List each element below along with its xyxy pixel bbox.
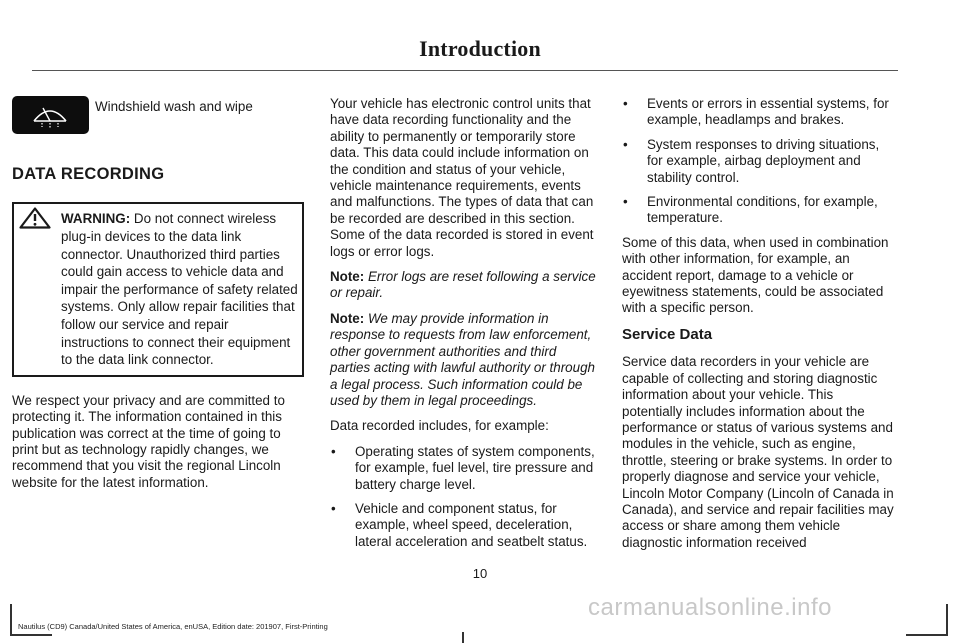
warning-triangle-icon bbox=[19, 207, 51, 229]
crop-mark bbox=[10, 604, 12, 636]
note-label: Note: bbox=[330, 269, 365, 285]
footer-edition-text: Nautilus (CD9) Canada/United States of America, enUSA, Edition date: 201907, First-Printing bbox=[18, 622, 328, 631]
data-recorded-list-continued bbox=[622, 96, 897, 227]
crop-mark bbox=[10, 634, 52, 636]
privacy-paragraph: We respect your privacy and are committed to protecting it. The information contained in this publication was correct at the time of going to print but as technology rapidly changes, we recommend that you visit the regional Lincoln website for the latest information. bbox=[12, 392, 285, 490]
note-text: We may provide information in response to requests from law enforcement, other government authorities and third parties acting with lawful authority or through a legal process. Such information could be used by them in legal proceedings. bbox=[330, 310, 595, 408]
column-2 bbox=[330, 96, 600, 558]
note-error-logs bbox=[330, 269, 600, 302]
note-text: Error logs are reset following a service or repair. bbox=[330, 269, 596, 301]
list-item-text: Environmental conditions, for example, temperature. bbox=[647, 194, 878, 226]
data-recorded-list bbox=[330, 444, 600, 550]
page-number: 10 bbox=[472, 566, 488, 581]
list-item bbox=[330, 501, 600, 550]
windshield-wash-wipe-icon bbox=[12, 96, 89, 134]
list-item bbox=[330, 444, 600, 493]
bullet-marker: • bbox=[331, 443, 336, 459]
watermark: carmanualsonline.info bbox=[588, 594, 832, 621]
page-header-title: Introduction bbox=[419, 36, 541, 61]
service-data-paragraph: Service data recorders in your vehicle are capable of collecting and storing diagnostic information about your vehicle. This potentially includes information about the performance or status of various systems and modules in the vehicle, such as engine, throttle, steering or brake systems. In order to properly diagnose and service your vehicle, Lincoln Motor Company (Lincoln of Canada in Canada), and service and repair facilities may access or share among them vehicle diagnostic information received bbox=[622, 354, 894, 550]
subsection-title: Service Data bbox=[622, 325, 713, 343]
list-item bbox=[622, 96, 897, 129]
warning-text-block bbox=[17, 210, 298, 368]
bullet-marker: • bbox=[331, 500, 336, 516]
list-item bbox=[622, 194, 897, 227]
list-intro: Data recorded includes, for example: bbox=[330, 418, 549, 434]
bullet-marker: • bbox=[623, 96, 628, 111]
note-label: Note: bbox=[330, 310, 365, 326]
list-item-text: Vehicle and component status, for example, wheel speed, deceleration, lateral acceleration and seatbelt status. bbox=[355, 500, 588, 549]
bullet-marker: • bbox=[623, 136, 628, 152]
header-divider bbox=[32, 70, 898, 71]
section-title: DATA RECORDING bbox=[12, 165, 165, 183]
warning-text: Do not connect wireless plug-in devices to the data link connector. Unauthorized third parties could gain access to vehicle data and impair the performance of safety related systems. Only allow repair facilities that follow our service and repair instructions to connect their equipment to the data link connector. bbox=[61, 211, 298, 368]
warning-box bbox=[12, 202, 304, 376]
list-item-text: System responses to driving situations, for example, airbag deployment and stability control. bbox=[647, 136, 880, 185]
list-item-text: Operating states of system components, for example, fuel level, tire pressure and battery charge level. bbox=[355, 443, 595, 492]
list-item bbox=[622, 137, 897, 186]
list-item-text: Events or errors in essential systems, for example, headlamps and brakes. bbox=[647, 96, 889, 128]
column-1 bbox=[12, 96, 304, 500]
warning-label: WARNING: bbox=[61, 211, 131, 227]
crop-mark bbox=[462, 632, 464, 643]
electronic-units-paragraph: Your vehicle has electronic control units that have data recording functionality and the ability to permanently or temporarily store data. This data could include information on the condition and status of your vehicle, vehicle maintenance requirements, events and malfunctions. The types of data that can be recorded are described in this section. Some of the data recorded is stored in event logs or error logs. bbox=[330, 96, 594, 259]
bullet-marker: • bbox=[623, 194, 628, 210]
combination-paragraph: Some of this data, when used in combination with other information, for example, an accident report, damage to a vehicle or eyewitness statements, could be associated with a specific person. bbox=[622, 234, 889, 316]
column-3 bbox=[622, 96, 897, 560]
crop-mark bbox=[906, 634, 948, 636]
icon-row bbox=[12, 96, 304, 136]
note-law-enforcement bbox=[330, 311, 600, 409]
icon-label: Windshield wash and wipe bbox=[95, 99, 253, 114]
crop-mark bbox=[946, 604, 948, 636]
